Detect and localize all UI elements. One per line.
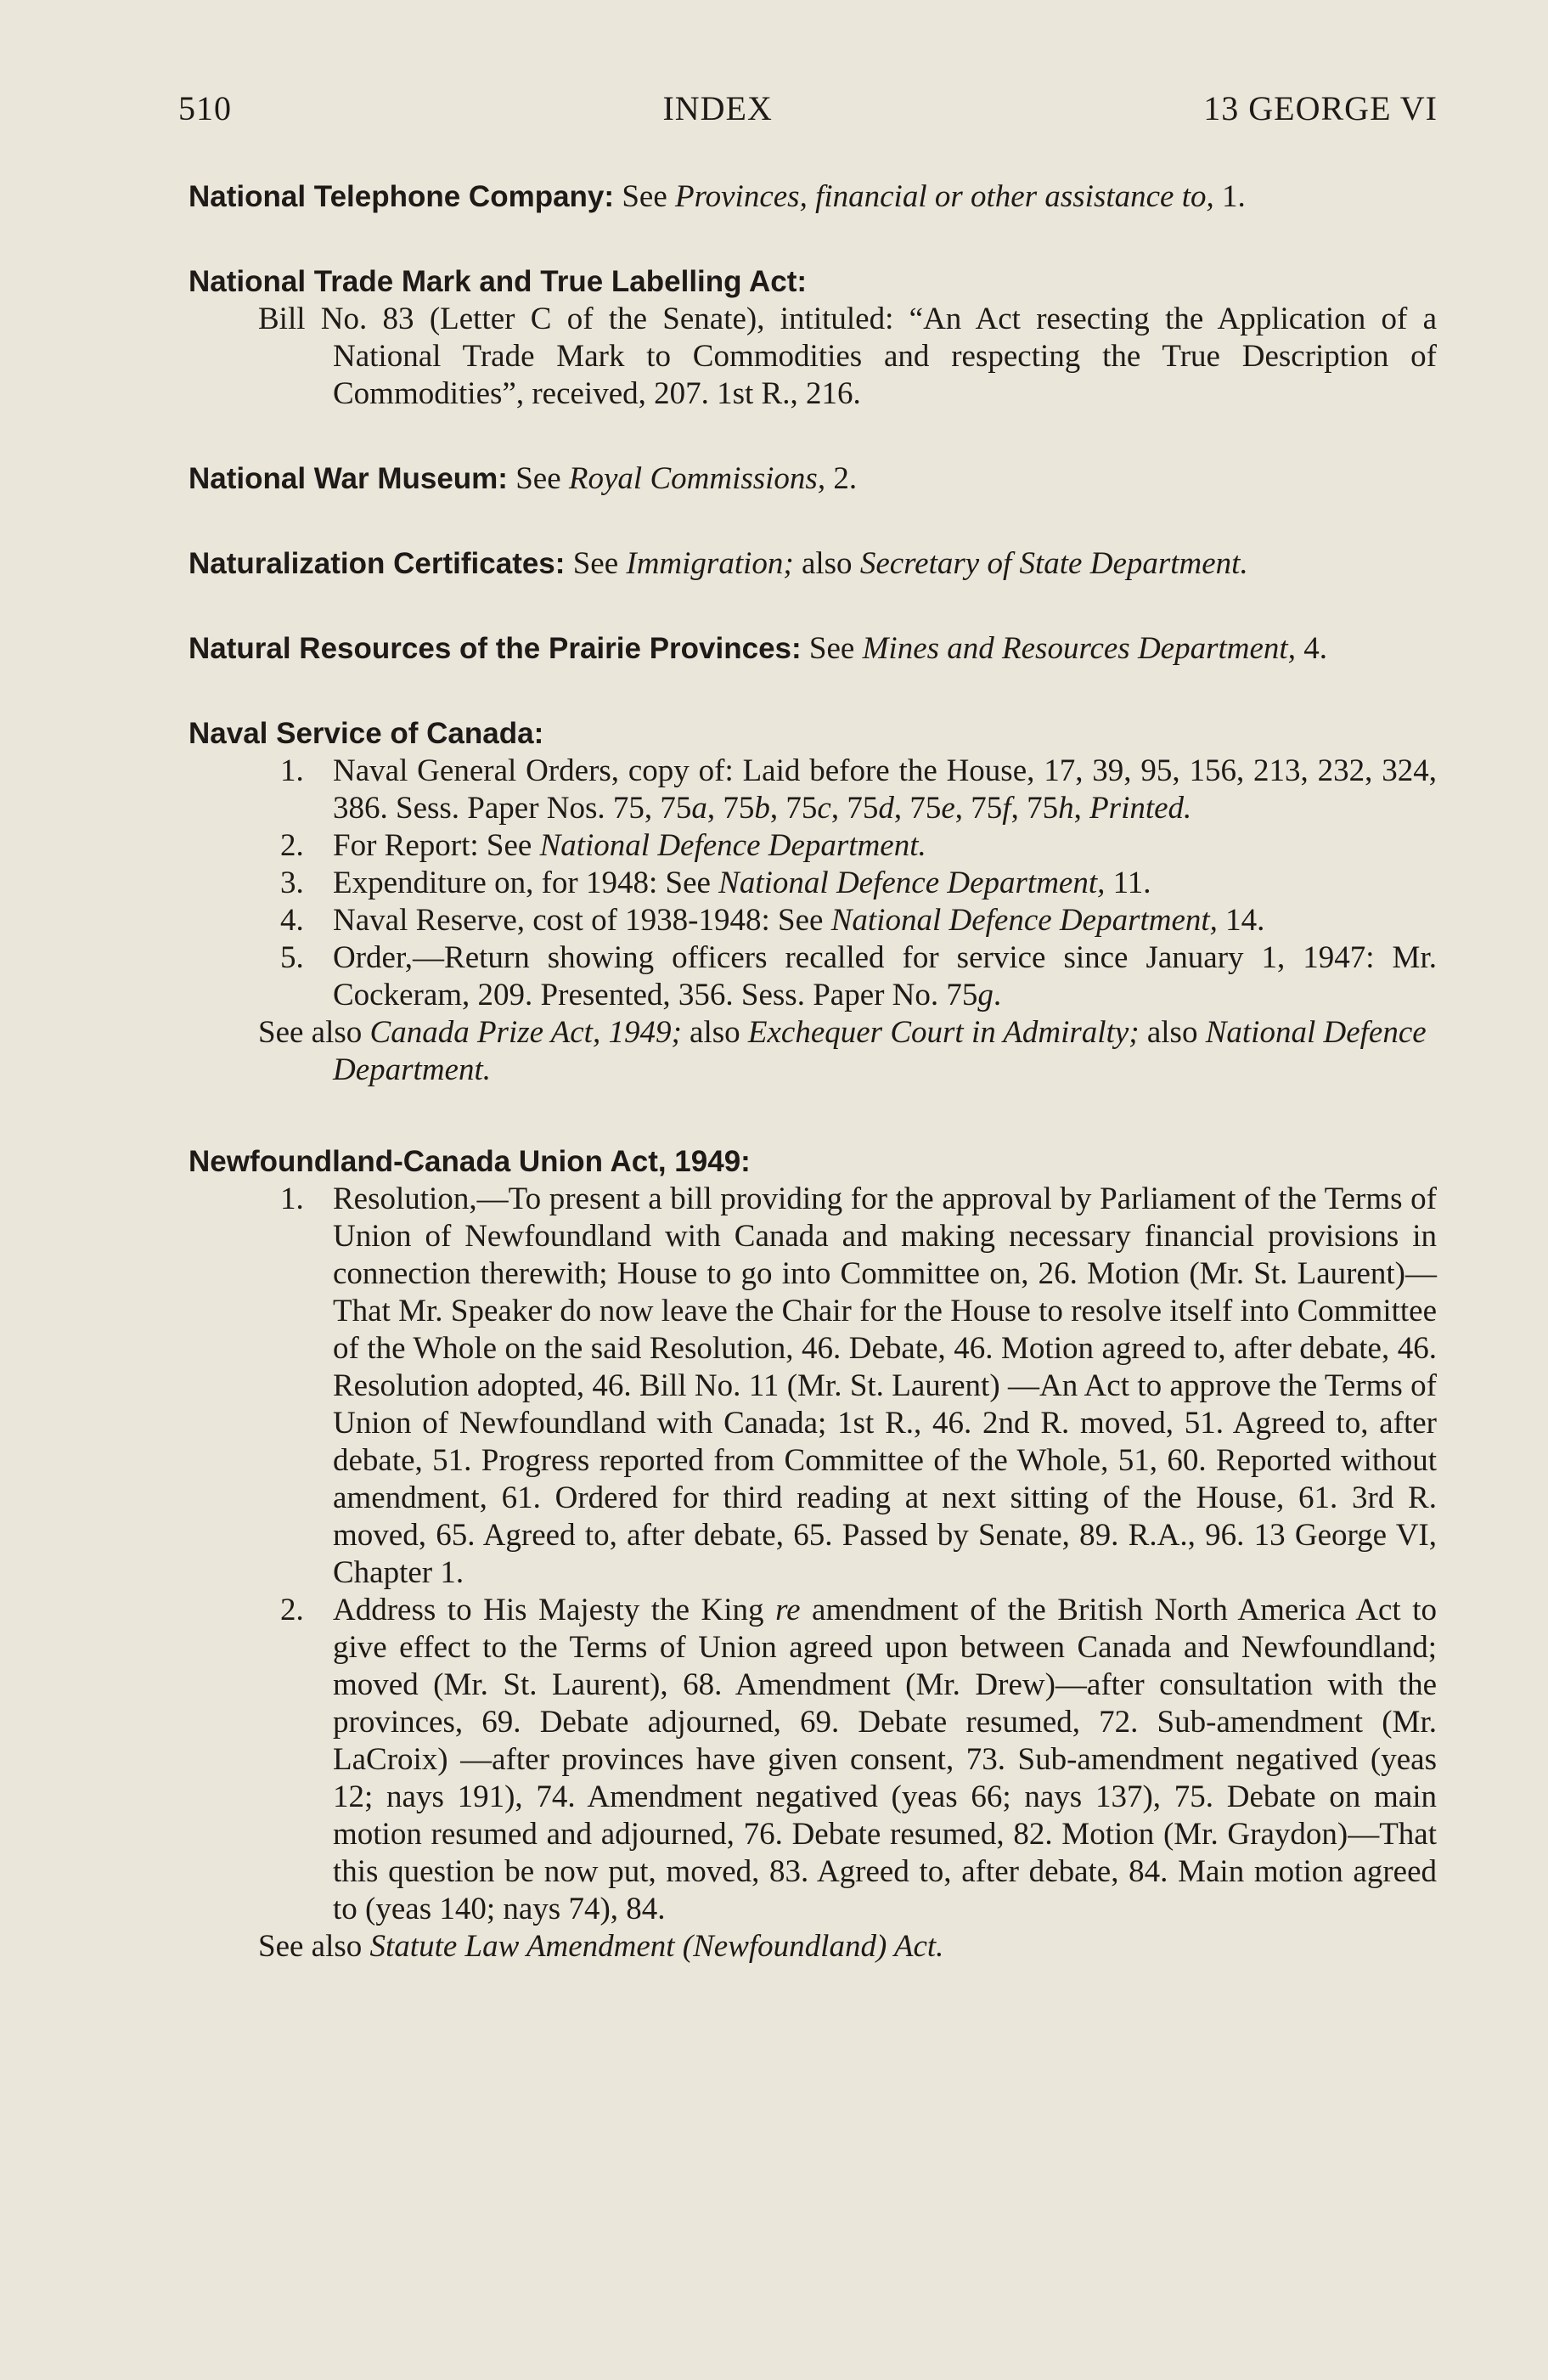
also-text: also <box>690 1015 740 1050</box>
also-text: also <box>801 546 853 581</box>
index-entry <box>189 1143 1437 1965</box>
see-text: See <box>515 461 561 496</box>
cross-reference: Mines and Resources Department, <box>862 631 1296 666</box>
item-text: Naval Reserve, cost of 1938-1948: See <box>333 903 824 938</box>
also-text: also <box>1146 1015 1198 1050</box>
reference-number: 2. <box>833 461 858 496</box>
item-text: 11. <box>1105 866 1151 900</box>
sub-item <box>189 753 1437 827</box>
item-text: Order,—Return showing officers recalled for service since January 1, 1947: Mr. Cockeram, 209. Presented, 356. Sess. Paper No. 75 <box>333 940 1437 1012</box>
item-number: 1. <box>280 1182 304 1216</box>
entry-term: Naval Service of Canada: <box>189 717 544 750</box>
index-entry <box>189 715 1437 1089</box>
cross-reference: Immigration; <box>626 546 794 581</box>
sub-item <box>189 939 1437 1014</box>
entry-term: National Trade Mark and True Labelling Act: <box>189 265 808 298</box>
index-entry <box>189 178 1437 216</box>
cross-reference: National Defence Department. <box>539 828 926 863</box>
item-text: , <box>1073 791 1090 826</box>
item-text-italic: a <box>691 791 707 826</box>
entry-term: Natural Resources of the Prairie Provinces: <box>189 632 802 665</box>
item-text: Address to His Majesty the King <box>333 1593 776 1627</box>
item-text: , 75 <box>1010 791 1059 826</box>
entry-term: Naturalization Certificates: <box>189 547 566 580</box>
item-text: amendment of the British North America Act to give effect to the Terms of Union agreed upon between Canada and Newfoundland; moved (Mr. St. Laurent), 68. Amendment (Mr. Drew)—after consultation with the provinces, 69. Debate adjourned, 69. Debate resumed, 72. Sub-amendment (Mr. LaCroix) —after provinces have given consent, 73. Sub-amendment negatived (yeas 12; nays 191), 74. Amendment negatived (yeas 66; nays 137), 75. Debate on main motion resumed and adjourned, 76. Debate resumed, 82. Motion (Mr. Graydon)—That this question be now put, moved, 83. Agreed to, after debate, 84. Main motion agreed to (yeas 140; nays 74), 84. <box>333 1593 1437 1926</box>
item-text-italic: b <box>754 791 770 826</box>
index-entry <box>189 263 1437 413</box>
see-text: See <box>622 179 667 214</box>
item-text-italic: g <box>977 978 994 1012</box>
cross-reference: Canada Prize Act, 1949; <box>369 1015 682 1050</box>
reference-number: 1. <box>1222 179 1246 214</box>
item-text: 14. <box>1217 903 1265 938</box>
cross-reference: National Defence Department, <box>718 866 1106 900</box>
index-entries <box>189 178 1437 2013</box>
item-number: 2. <box>280 828 304 863</box>
header-title: INDEX <box>662 89 773 127</box>
item-text-italic: e <box>941 791 955 826</box>
item-text: , 75 <box>706 791 755 826</box>
item-text: , 75 <box>769 791 818 826</box>
item-text: Resolution,—To present a bill providing for the approval by Parliament of the Terms of Union of Newfoundland with Canada and making necessary financial provisions in connection therewith; House to go into Committee on, 26. Motion (Mr. St. Laurent)—That Mr. Speaker do now leave the Chair for the House to resolve itself into Committee of the Whole on the said Resolution, 46. Debate, 46. Motion agreed to, after debate, 46. Resolution adopted, 46. Bill No. 11 (Mr. St. Laurent) —An Act to approve the Terms of Union of Newfoundland with Canada; 1st R., 46. 2nd R. moved, 51. Agreed to, after debate, 51. Progress reported from Committee of the Whole, 51, 60. Reported without amendment, 61. Ordered for third reading at next sitting of the House, 61. 3rd R. moved, 65. Agreed to, after debate, 65. Passed by Senate, 89. R.A., 96. 13 George VI, Chapter 1. <box>333 1182 1437 1590</box>
cross-reference: Royal Commissions, <box>568 461 826 496</box>
see-also <box>189 1928 1437 1965</box>
entry-term: National Telephone Company: <box>189 180 615 213</box>
see-text: See <box>572 546 619 581</box>
index-entry <box>189 460 1437 498</box>
sub-item <box>189 1181 1437 1592</box>
cross-reference: Provinces, financial or other assistance to, <box>675 179 1214 214</box>
item-text: For Report: See <box>333 828 532 863</box>
entry-term: Newfoundland-Canada Union Act, 1949: <box>189 1145 751 1178</box>
item-number: 5. <box>280 940 304 975</box>
see-also-text: See also <box>258 1929 363 1964</box>
item-text-italic: h <box>1058 791 1074 826</box>
entry-body: Bill No. 83 (Letter C of the Senate), intituled: “An Act resecting the Application of a National Trade Mark to Commodities and respecting the True Description of Commodities”, received, 207. 1st R., 216. <box>258 302 1437 411</box>
item-text: , 75 <box>893 791 942 826</box>
item-text-italic: f <box>1002 791 1011 826</box>
item-number: 1. <box>280 753 304 788</box>
entry-term: National War Museum: <box>189 462 508 495</box>
see-text: See <box>808 631 855 666</box>
cross-reference: Exchequer Court in Admiralty; <box>747 1015 1140 1050</box>
item-text: Naval General Orders, copy of: Laid before the House, 17, 39, 95, 156, 213, 232, 324, 386. Sess. Paper Nos. 75, 75 <box>333 753 1437 826</box>
reference-number: 4. <box>1303 631 1327 666</box>
index-entry <box>189 630 1437 668</box>
running-header <box>178 88 1438 128</box>
index-entry <box>189 545 1437 583</box>
cross-reference: National Defence Department, <box>830 903 1218 938</box>
item-text-italic: c <box>817 791 831 826</box>
item-text: , 75 <box>954 791 1003 826</box>
item-text: Expenditure on, for 1948: See <box>333 866 711 900</box>
item-number: 4. <box>280 903 304 938</box>
item-text: . <box>993 978 1002 1012</box>
cross-reference: Secretary of State Department. <box>859 546 1248 581</box>
item-text-italic: Printed. <box>1089 791 1192 826</box>
page-number: 510 <box>178 89 232 127</box>
see-also <box>189 1014 1437 1089</box>
item-text: , 75 <box>830 791 879 826</box>
sub-item <box>189 902 1437 939</box>
header-volume: 13 GEORGE VI <box>1203 89 1438 127</box>
item-number: 3. <box>280 866 304 900</box>
item-text-italic: d <box>878 791 894 826</box>
cross-reference: National Defence Department. <box>333 1015 1427 1087</box>
sub-item <box>189 1592 1437 1928</box>
see-also-text: See also <box>258 1015 363 1050</box>
cross-reference: Statute Law Amendment (Newfoundland) Act. <box>369 1929 944 1964</box>
sub-item <box>189 865 1437 902</box>
item-number: 2. <box>280 1593 304 1627</box>
item-text-italic: re <box>775 1593 801 1627</box>
sub-item <box>189 827 1437 865</box>
